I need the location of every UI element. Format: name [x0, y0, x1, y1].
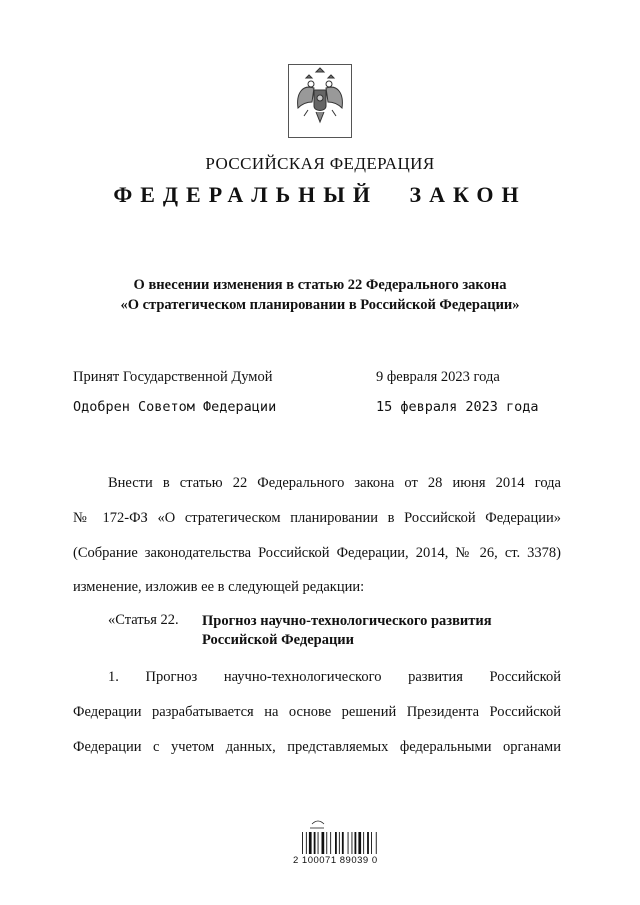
point-1-line-2: Федерации разрабатывается на основе решений Президента Российской [73, 704, 561, 720]
russian-coat-of-arms-icon [288, 64, 352, 138]
subject-line-1: О внесении изменения в статью 22 Федерального закона [133, 277, 507, 293]
article-title [202, 612, 492, 650]
duma-adoption-label: Принят Государственной Думой [73, 369, 273, 385]
law-type-title: ФЕДЕРАЛЬНЫЙ ЗАКОН [113, 182, 527, 207]
intro-line-1: Внести в статью 22 Федерального закона от 28 июня 2014 года [108, 475, 561, 491]
country-name: РОССИЙСКАЯ ФЕДЕРАЦИЯ [205, 154, 435, 173]
barcode-number: 2 100071 89039 0 [293, 855, 378, 866]
intro-line-3: (Собрание законодательства Российской Федерации, 2014, № 26, ст. 3378) [73, 545, 561, 561]
article-title-line-2: Российской Федерации [202, 632, 355, 648]
intro-line-4: изменение, изложив ее в следующей редакции: [73, 579, 365, 595]
article-title-line-1: Прогноз научно-технологического развития [202, 613, 492, 629]
duma-adoption-date: 9 февраля 2023 года [376, 369, 500, 385]
barcode-icon [296, 818, 380, 876]
intro-line-2: № 172-ФЗ «О стратегическом планировании в Российской Федерации» [73, 510, 561, 526]
point-1-line-1: 1. Прогноз научно-технологического развития Российской [108, 669, 561, 685]
article-label: «Статья 22. [108, 612, 179, 628]
subject-line-2: «О стратегическом планировании в Российской Федерации» [120, 297, 520, 313]
point-1-line-3: Федерации с учетом данных, представляемых федеральными органами [73, 739, 561, 755]
council-approval-date: 15 февраля 2023 года [376, 399, 539, 415]
council-approval-label: Одобрен Советом Федерации [73, 399, 277, 415]
law-subject [0, 275, 640, 315]
